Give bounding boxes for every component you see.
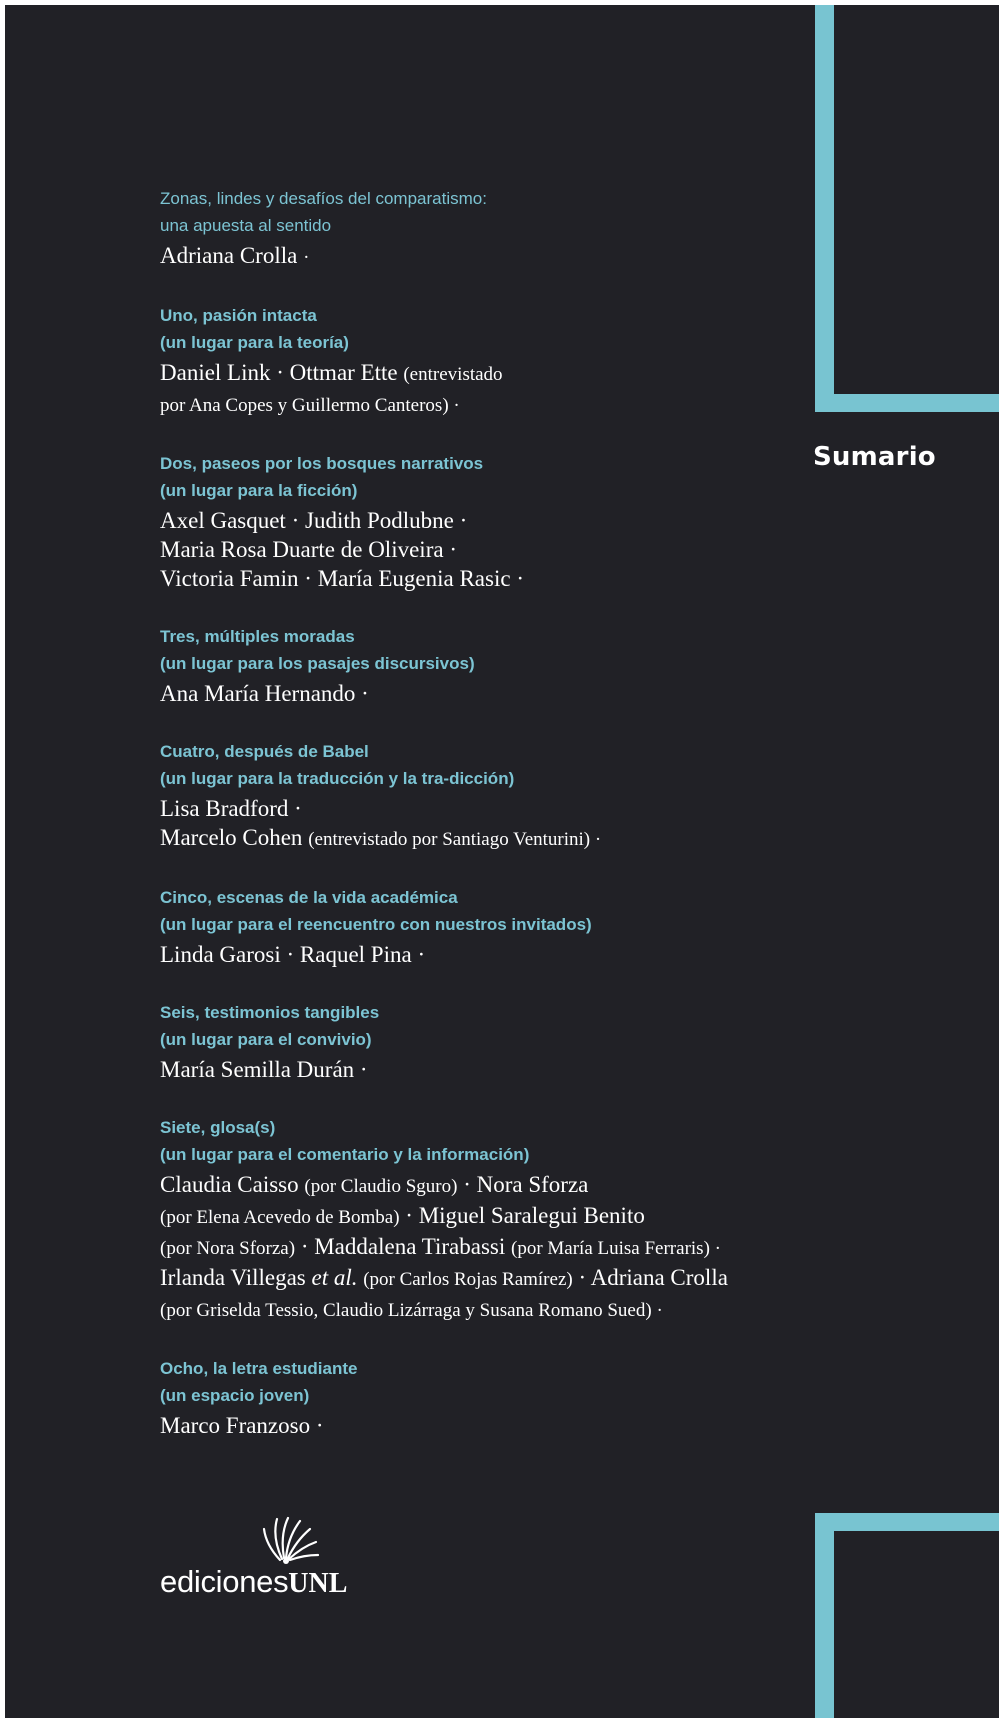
author-note: (por Elena Acevedo de Bomba) (160, 1207, 400, 1228)
contents-section (160, 1355, 810, 1440)
section-authors (160, 358, 810, 420)
author-name: · (443, 537, 457, 562)
author-name: et al. (311, 1265, 358, 1290)
bracket-bottom-horizontal (815, 1513, 999, 1531)
intro-dot: · (303, 247, 310, 268)
author-name: Adriana Crolla (590, 1265, 728, 1290)
author-note: (por María Luisa Ferraris) (511, 1238, 710, 1259)
intro-author: Adriana Crolla (160, 243, 298, 268)
author-note: (entrevistado (403, 364, 503, 385)
author-name: · (295, 1234, 315, 1259)
author-name: · (457, 1172, 477, 1197)
section-subtitle: (un espacio joven) (160, 1386, 310, 1405)
author-name: Ottmar Ette (289, 360, 404, 385)
wordmark-light: ediciones (160, 1564, 289, 1599)
author-line (160, 1232, 810, 1263)
author-line (160, 823, 810, 854)
author-name: Irlanda Villegas (160, 1265, 312, 1290)
section-heading (160, 1114, 810, 1141)
contents-section (160, 623, 810, 708)
author-name: Ana María Hernando (160, 681, 356, 706)
section-subtitle: (un lugar para el reencuentro con nuestros invitados) (160, 915, 592, 934)
section-authors (160, 1055, 810, 1084)
section-heading (160, 450, 810, 477)
author-name: Marcelo Cohen (160, 825, 309, 850)
author-note: · (651, 1300, 663, 1321)
contents-section (160, 738, 810, 854)
section-heading (160, 1355, 810, 1382)
author-name: Maddalena Tirabassi (314, 1234, 511, 1259)
author-line (160, 535, 810, 564)
section-subtitle: (un lugar para los pasajes discursivos) (160, 654, 475, 673)
author-name: María Semilla Durán (160, 1057, 355, 1082)
bracket-top-horizontal (815, 394, 999, 412)
contents-section (160, 302, 810, 420)
section-title: paseos por los bosques narrativos (201, 454, 484, 473)
intro-section (160, 185, 810, 272)
author-name: Miguel Saralegui Benito (418, 1203, 645, 1228)
author-name: Marco Franzoso (160, 1413, 311, 1438)
author-name: Linda Garosi (160, 942, 281, 967)
author-name: · (288, 796, 302, 821)
author-line (160, 1411, 810, 1440)
author-name: Daniel Link (160, 360, 271, 385)
section-title: pasión intacta (202, 306, 317, 325)
author-note: · (709, 1238, 721, 1259)
section-heading (160, 999, 810, 1026)
section-heading (160, 302, 810, 329)
author-name: · (355, 681, 369, 706)
section-number: Ocho, (160, 1359, 209, 1378)
section-number: Uno, (160, 306, 198, 325)
author-line (160, 506, 810, 535)
section-number: Cuatro, (160, 742, 220, 761)
author-name: · (510, 566, 524, 591)
section-title: testimonios tangibles (204, 1003, 380, 1022)
section-heading (160, 884, 810, 911)
section-subtitle: (un lugar para el convivio) (160, 1030, 372, 1049)
publisher-logo (160, 1515, 330, 1565)
author-line (160, 1170, 810, 1201)
fan-leaf-icon (160, 1515, 330, 1565)
section-authors (160, 679, 810, 708)
contents-section (160, 999, 810, 1084)
section-heading (160, 623, 810, 650)
author-name: · (572, 1265, 591, 1290)
author-name: · (298, 566, 318, 591)
author-name: · (354, 1057, 368, 1082)
author-line (160, 389, 810, 420)
author-line (160, 1055, 810, 1084)
author-name: Nora Sforza (476, 1172, 589, 1197)
author-line (160, 940, 810, 969)
section-title: la letra estudiante (212, 1359, 358, 1378)
author-line (160, 679, 810, 708)
author-name: · (453, 508, 468, 533)
author-name: · (270, 360, 290, 385)
bracket-top-vertical (815, 5, 834, 412)
author-name: · (310, 1413, 324, 1438)
author-line (160, 1201, 810, 1232)
author-note: (por Nora Sforza) (160, 1238, 296, 1259)
section-title: glosa(s) (210, 1118, 276, 1137)
author-line (160, 358, 810, 389)
author-name: Maria Rosa Duarte de Oliveira (160, 537, 444, 562)
section-authors (160, 794, 810, 854)
author-line (160, 1294, 810, 1325)
author-note: por Ana Copes y Guillermo Canteros) (160, 395, 449, 416)
author-note: (por Claudio Sguro) (304, 1176, 458, 1197)
author-name: · (399, 1203, 419, 1228)
section-title: escenas de la vida académica (216, 888, 458, 907)
intro-author-line (160, 241, 810, 272)
author-name: Judith Podlubne (305, 508, 454, 533)
section-authors (160, 1170, 810, 1325)
contents-section (160, 884, 810, 969)
bracket-bottom-vertical (815, 1513, 834, 1718)
author-name: Axel Gasquet (160, 508, 286, 533)
author-line (160, 1263, 810, 1294)
author-note: · (590, 829, 602, 850)
intro-title-line-2: una apuesta al sentido (160, 216, 332, 235)
back-cover (5, 5, 999, 1718)
sumario-heading: Sumario (813, 442, 936, 472)
author-name: · (285, 508, 305, 533)
author-name: · (280, 942, 300, 967)
section-authors (160, 1411, 810, 1440)
section-heading (160, 738, 810, 765)
section-authors (160, 506, 810, 593)
table-of-contents (160, 185, 810, 1470)
author-note: (por Griselda Tessio, Claudio Lizárraga y Susana Romano Sued) (160, 1300, 652, 1321)
section-subtitle: (un lugar para la traducción y la tra-dicción) (160, 769, 515, 788)
author-line (160, 564, 810, 593)
author-name: María Eugenia Rasic (317, 566, 511, 591)
section-subtitle: (un lugar para la teoría) (160, 333, 349, 352)
author-name: Claudia Caisso (160, 1172, 305, 1197)
section-subtitle: (un lugar para la ficción) (160, 481, 358, 500)
section-number: Dos, (160, 454, 197, 473)
author-name: Lisa Bradford (160, 796, 289, 821)
section-number: Siete, (160, 1118, 206, 1137)
author-note: · (448, 395, 460, 416)
contents-section (160, 450, 810, 593)
section-authors (160, 940, 810, 969)
section-number: Tres, (160, 627, 200, 646)
publisher-wordmark (160, 1565, 347, 1601)
author-name: Raquel Pina (299, 942, 412, 967)
section-subtitle: (un lugar para el comentario y la información) (160, 1145, 530, 1164)
section-number: Cinco, (160, 888, 212, 907)
section-number: Seis, (160, 1003, 200, 1022)
wordmark-bold: UNL (288, 1568, 348, 1599)
author-name: · (411, 942, 426, 967)
sections-list (160, 302, 810, 1440)
contents-section (160, 1114, 810, 1325)
author-line (160, 794, 810, 823)
section-title: múltiples moradas (204, 627, 355, 646)
author-note: (por Carlos Rojas Ramírez) (363, 1269, 573, 1290)
intro-title-line-1: Zonas, lindes y desafíos del comparatismo: (160, 189, 487, 208)
author-note: (entrevistado por Santiago Venturini) (308, 829, 591, 850)
section-title: después de Babel (224, 742, 369, 761)
author-name: Victoria Famin (160, 566, 299, 591)
